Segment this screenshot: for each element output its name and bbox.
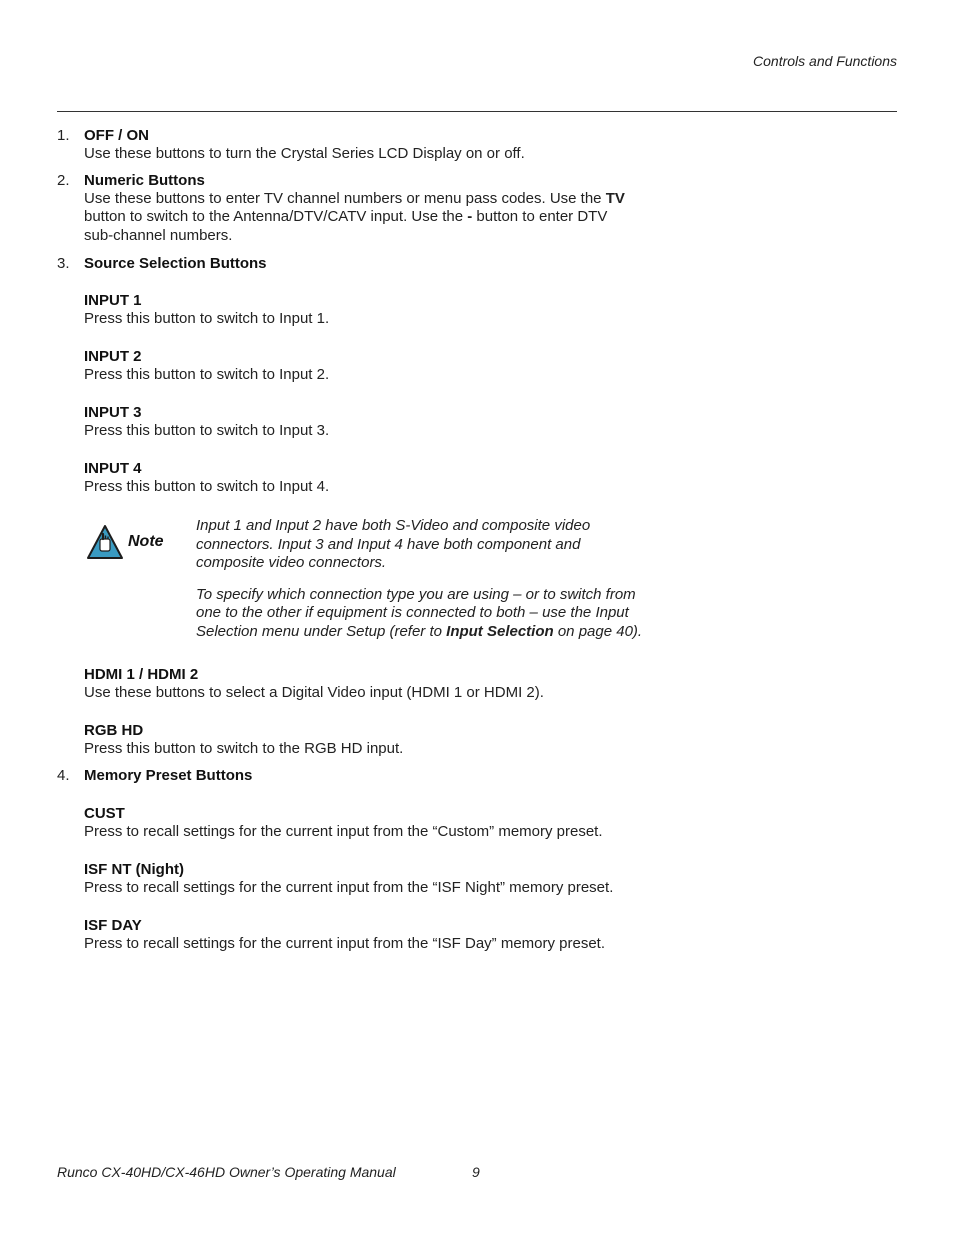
item-number-4: 4. xyxy=(57,767,70,784)
numeric-text-dash-bold: - xyxy=(467,208,473,225)
numeric-text-line-3: sub-channel numbers. xyxy=(84,227,233,244)
subitem-heading-cust: CUST xyxy=(84,805,125,822)
numeric-text-line-1 xyxy=(84,190,625,209)
subitem-text-isf-nt: Press to recall settings for the current input from the “ISF Night” memory preset. xyxy=(84,879,614,896)
item-heading-source-selection: Source Selection Buttons xyxy=(84,255,267,272)
numeric-text-line-2-post: button to enter DTV xyxy=(472,208,608,225)
note-p1-line-1: Input 1 and Input 2 have both S-Video and composite video xyxy=(196,517,591,534)
note-p2-line-3 xyxy=(196,623,642,642)
subitem-text-hdmi: Use these buttons to select a Digital Video input (HDMI 1 or HDMI 2). xyxy=(84,684,544,701)
subitem-heading-input-2: INPUT 2 xyxy=(84,348,142,365)
note-p1-line-2: connectors. Input 3 and Input 4 have both component and xyxy=(196,536,581,553)
item-heading-memory-preset: Memory Preset Buttons xyxy=(84,767,253,784)
subitem-text-isf-day: Press to recall settings for the current input from the “ISF Day” memory preset. xyxy=(84,935,606,952)
subitem-heading-input-4: INPUT 4 xyxy=(84,460,142,477)
item-number-1: 1. xyxy=(57,127,70,144)
item-number-3: 3. xyxy=(57,255,70,272)
subitem-heading-rgb-hd: RGB HD xyxy=(84,722,144,739)
subitem-heading-isf-nt: ISF NT (Night) xyxy=(84,861,184,878)
note-icon-hand xyxy=(100,539,110,551)
item-heading-numeric-buttons: Numeric Buttons xyxy=(84,172,205,189)
item-text-off-on: Use these buttons to turn the Crystal Series LCD Display on or off. xyxy=(84,145,525,162)
footer-manual-title: Runco CX-40HD/CX-46HD Owner’s Operating Manual xyxy=(57,1164,396,1180)
subitem-heading-hdmi: HDMI 1 / HDMI 2 xyxy=(84,666,199,683)
note-p2-line-1: To specify which connection type you are using – or to switch from xyxy=(196,586,636,603)
note-p2-line-3-post: on page 40). xyxy=(553,623,643,640)
footer-page-number: 9 xyxy=(472,1164,480,1180)
subitem-text-input-3: Press this button to switch to Input 3. xyxy=(84,422,330,439)
subitem-text-input-4: Press this button to switch to Input 4. xyxy=(84,478,330,495)
subitem-text-input-2: Press this button to switch to Input 2. xyxy=(84,366,330,383)
item-heading-off-on: OFF / ON xyxy=(84,127,149,144)
numeric-text-tv-bold: TV xyxy=(605,190,625,207)
note-hand-icon xyxy=(86,524,124,560)
subitem-text-cust: Press to recall settings for the current input from the “Custom” memory preset. xyxy=(84,823,603,840)
subitem-heading-input-1: INPUT 1 xyxy=(84,292,142,309)
numeric-text-line-1-pre: Use these buttons to enter TV channel numbers or menu pass codes. Use the xyxy=(84,190,606,207)
subitem-heading-isf-day: ISF DAY xyxy=(84,917,142,934)
numeric-text-line-2-pre: button to switch to the Antenna/DTV/CATV input. Use the xyxy=(84,208,468,225)
numeric-text-line-2 xyxy=(84,208,607,227)
subitem-heading-input-3: INPUT 3 xyxy=(84,404,142,421)
subitem-text-input-1: Press this button to switch to Input 1. xyxy=(84,310,330,327)
note-p2-line-3-pre: Selection menu under Setup (refer to xyxy=(196,623,447,640)
note-p1-line-3: composite video connectors. xyxy=(196,554,387,571)
note-input-selection-ref: Input Selection xyxy=(446,623,554,640)
header-rule xyxy=(57,111,897,112)
subitem-text-rgb-hd: Press this button to switch to the RGB HD input. xyxy=(84,740,404,757)
header-section-title: Controls and Functions xyxy=(753,53,897,69)
note-label: Note xyxy=(128,533,164,550)
item-number-2: 2. xyxy=(57,172,70,189)
note-p2-line-2: one to the other if equipment is connected to both – use the Input xyxy=(196,604,629,621)
